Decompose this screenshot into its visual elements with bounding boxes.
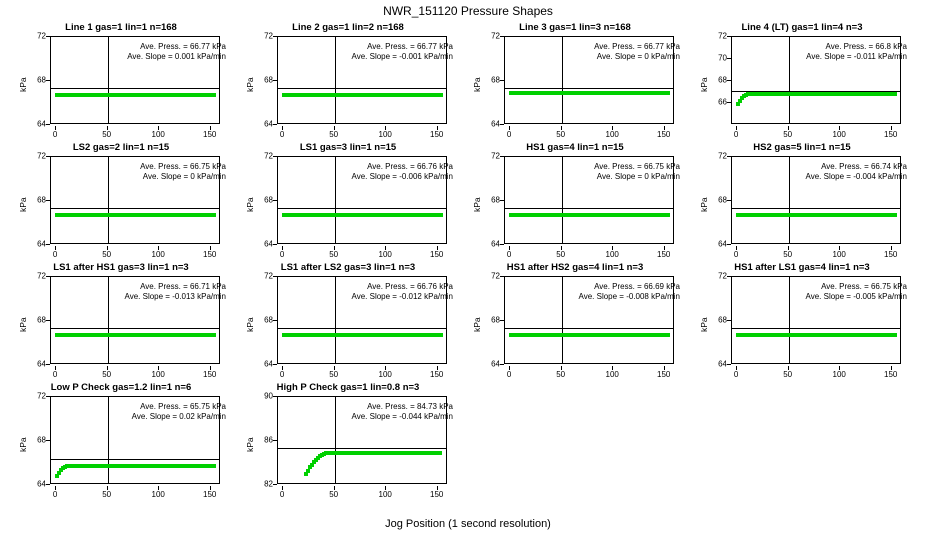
y-tick-label: 72: [718, 151, 727, 161]
y-tick-label: 68: [491, 75, 500, 85]
ave-pressure-annotation: Ave. Press. = 66.74 kPa: [821, 162, 907, 171]
y-axis-label: kPa: [245, 197, 255, 212]
y-ticks: [693, 151, 727, 249]
panel-title: LS1 after LS2 gas=3 lin=1 n=3: [280, 262, 416, 273]
x-tick-label: 50: [102, 370, 112, 379]
y-tick-label: 72: [491, 151, 500, 161]
y-tick-label: 72: [37, 151, 46, 161]
x-ticks: [504, 126, 674, 140]
panel-title: Line 2 gas=1 lin=2 n=168: [292, 22, 404, 33]
ave-pressure-annotation: Ave. Press. = 65.75 kPa: [140, 402, 226, 411]
chart-panel: [12, 382, 230, 502]
y-axis-label: kPa: [18, 77, 28, 92]
x-tick-label: 50: [329, 130, 339, 139]
y-tick-mark: [727, 36, 731, 37]
x-tick-label: 0: [52, 250, 58, 259]
y-tick-mark: [727, 320, 731, 321]
x-ticks: [277, 366, 447, 380]
ave-slope-annotation: Ave. Slope = -0.006 kPa/min: [351, 172, 453, 181]
chart-panel: [693, 262, 911, 382]
ave-pressure-annotation: Ave. Press. = 66.75 kPa: [821, 282, 907, 291]
y-tick-mark: [273, 200, 277, 201]
panel-title: High P Check gas=1 lin=0.8 n=3: [276, 382, 420, 393]
y-tick-label: 90: [264, 391, 273, 401]
x-ticks: [504, 246, 674, 260]
x-tick-label: 50: [783, 250, 793, 259]
y-tick-mark: [500, 320, 504, 321]
panel-title: LS1 after HS1 gas=3 lin=1 n=3: [53, 262, 189, 273]
y-tick-mark: [273, 276, 277, 277]
x-tick-label: 150: [203, 490, 217, 499]
y-tick-mark: [727, 200, 731, 201]
x-tick-label: 0: [279, 490, 285, 499]
y-tick-label: 64: [37, 239, 46, 249]
x-tick-label: 0: [733, 250, 739, 259]
x-ticks: [50, 126, 220, 140]
ave-slope-annotation: Ave. Slope = 0 kPa/min: [142, 172, 226, 181]
x-tick-label: 0: [506, 370, 512, 379]
x-tick-label: 50: [783, 130, 793, 139]
y-tick-label: 64: [264, 119, 273, 129]
panel-title: HS1 after LS1 gas=4 lin=1 n=3: [734, 262, 870, 273]
ave-slope-annotation: Ave. Slope = -0.001 kPa/min: [351, 52, 453, 61]
x-tick-label: 50: [783, 370, 793, 379]
y-axis-label: kPa: [699, 197, 709, 212]
chart-panel: [12, 22, 230, 142]
ave-pressure-annotation: Ave. Press. = 84.73 kPa: [367, 402, 453, 411]
panel-title: Line 1 gas=1 lin=1 n=168: [65, 22, 177, 33]
x-ticks: [277, 486, 447, 500]
y-tick-label: 68: [491, 195, 500, 205]
x-tick-label: 0: [52, 490, 58, 499]
chart-panel: [693, 22, 911, 142]
chart-panel: [12, 262, 230, 382]
x-tick-label: 50: [556, 370, 566, 379]
y-axis-label: kPa: [245, 77, 255, 92]
ave-pressure-annotation: Ave. Press. = 66.75 kPa: [140, 162, 226, 171]
x-tick-label: 100: [832, 250, 846, 259]
y-ticks: [693, 271, 727, 369]
y-tick-label: 64: [718, 239, 727, 249]
y-tick-mark: [46, 440, 50, 441]
x-tick-label: 50: [556, 130, 566, 139]
ave-slope-annotation: Ave. Slope = -0.005 kPa/min: [805, 292, 907, 301]
x-ticks: [50, 246, 220, 260]
y-tick-mark: [46, 36, 50, 37]
chart-panel: [239, 262, 457, 382]
x-tick-label: 0: [733, 130, 739, 139]
y-tick-mark: [46, 320, 50, 321]
x-tick-label: 0: [506, 130, 512, 139]
y-tick-mark: [273, 440, 277, 441]
y-tick-mark: [273, 364, 277, 365]
chart-panel: [239, 142, 457, 262]
y-axis-label: kPa: [245, 317, 255, 332]
y-tick-mark: [500, 276, 504, 277]
y-tick-mark: [500, 200, 504, 201]
x-ticks: [731, 246, 901, 260]
y-axis-label: kPa: [472, 317, 482, 332]
y-tick-label: 72: [264, 271, 273, 281]
x-tick-label: 150: [430, 130, 444, 139]
ave-pressure-annotation: Ave. Press. = 66.76 kPa: [367, 162, 453, 171]
y-ticks: [239, 271, 273, 369]
x-tick-label: 100: [151, 490, 165, 499]
y-tick-label: 72: [264, 151, 273, 161]
y-tick-label: 64: [264, 359, 273, 369]
y-tick-mark: [273, 80, 277, 81]
y-ticks: [12, 31, 46, 129]
y-tick-label: 72: [491, 271, 500, 281]
y-ticks: [239, 391, 273, 489]
x-tick-label: 0: [52, 370, 58, 379]
x-tick-label: 100: [832, 130, 846, 139]
x-ticks: [50, 486, 220, 500]
x-tick-label: 150: [657, 250, 671, 259]
y-ticks: [239, 31, 273, 129]
ave-slope-annotation: Ave. Slope = -0.008 kPa/min: [578, 292, 680, 301]
y-axis-label: kPa: [472, 77, 482, 92]
y-ticks: [466, 151, 500, 249]
y-tick-label: 68: [718, 75, 727, 85]
y-tick-label: 68: [718, 195, 727, 205]
panel-title: HS1 after HS2 gas=4 lin=1 n=3: [506, 262, 644, 273]
x-tick-label: 0: [52, 130, 58, 139]
ave-pressure-annotation: Ave. Press. = 66.77 kPa: [594, 42, 680, 51]
x-tick-label: 0: [506, 250, 512, 259]
y-tick-label: 68: [37, 435, 46, 445]
y-axis-label: kPa: [18, 317, 28, 332]
x-tick-label: 100: [151, 250, 165, 259]
x-tick-label: 150: [884, 370, 898, 379]
y-tick-label: 64: [491, 119, 500, 129]
x-tick-label: 100: [378, 130, 392, 139]
ave-pressure-annotation: Ave. Press. = 66.76 kPa: [367, 282, 453, 291]
y-tick-label: 64: [264, 239, 273, 249]
y-axis-label: kPa: [18, 197, 28, 212]
y-tick-label: 64: [718, 359, 727, 369]
panel-title: HS2 gas=5 lin=1 n=15: [753, 142, 851, 153]
x-tick-label: 50: [102, 130, 112, 139]
ave-pressure-annotation: Ave. Press. = 66.71 kPa: [140, 282, 226, 291]
y-tick-mark: [273, 320, 277, 321]
ave-pressure-annotation: Ave. Press. = 66.77 kPa: [367, 42, 453, 51]
y-ticks: [12, 391, 46, 489]
x-ticks: [277, 126, 447, 140]
y-tick-mark: [727, 58, 731, 59]
y-tick-label: 70: [718, 53, 727, 63]
x-tick-label: 100: [378, 490, 392, 499]
y-ticks: [466, 271, 500, 369]
ave-slope-annotation: Ave. Slope = -0.011 kPa/min: [806, 52, 907, 61]
x-tick-label: 100: [151, 130, 165, 139]
y-axis-label: kPa: [245, 437, 255, 452]
y-tick-mark: [46, 200, 50, 201]
y-tick-mark: [500, 124, 504, 125]
y-tick-mark: [500, 80, 504, 81]
panel-title: Line 3 gas=1 lin=3 n=168: [519, 22, 631, 33]
ave-slope-annotation: Ave. Slope = 0.02 kPa/min: [131, 412, 226, 421]
y-tick-mark: [273, 156, 277, 157]
y-tick-mark: [727, 276, 731, 277]
y-tick-mark: [46, 244, 50, 245]
ave-slope-annotation: Ave. Slope = 0 kPa/min: [596, 52, 680, 61]
x-tick-label: 50: [102, 250, 112, 259]
x-tick-label: 0: [279, 370, 285, 379]
x-axis-title: Jog Position (1 second resolution): [385, 518, 551, 530]
y-tick-label: 64: [37, 479, 46, 489]
ave-pressure-annotation: Ave. Press. = 66.69 kPa: [594, 282, 680, 291]
y-tick-label: 72: [37, 31, 46, 41]
x-tick-label: 50: [329, 490, 339, 499]
y-tick-mark: [273, 396, 277, 397]
y-tick-label: 82: [264, 479, 273, 489]
x-ticks: [731, 126, 901, 140]
y-axis-label: kPa: [18, 437, 28, 452]
x-tick-label: 100: [151, 370, 165, 379]
ave-slope-annotation: Ave. Slope = -0.044 kPa/min: [351, 412, 453, 421]
chart-panel: [466, 142, 684, 262]
ave-slope-annotation: Ave. Slope = -0.004 kPa/min: [805, 172, 907, 181]
x-tick-label: 150: [203, 370, 217, 379]
y-tick-mark: [273, 36, 277, 37]
y-tick-mark: [727, 156, 731, 157]
y-tick-label: 68: [37, 315, 46, 325]
x-tick-label: 150: [884, 250, 898, 259]
page-title: NWR_151120 Pressure Shapes: [383, 4, 553, 18]
x-tick-label: 150: [203, 130, 217, 139]
y-tick-label: 64: [37, 119, 46, 129]
x-tick-label: 100: [378, 250, 392, 259]
y-tick-mark: [727, 244, 731, 245]
y-ticks: [693, 31, 727, 124]
y-tick-mark: [46, 124, 50, 125]
chart-panel: [693, 142, 911, 262]
y-axis-label: kPa: [472, 197, 482, 212]
y-tick-mark: [46, 484, 50, 485]
y-tick-mark: [500, 156, 504, 157]
ave-slope-annotation: Ave. Slope = 0 kPa/min: [596, 172, 680, 181]
x-tick-label: 50: [329, 250, 339, 259]
x-tick-label: 0: [279, 130, 285, 139]
y-tick-label: 68: [37, 195, 46, 205]
y-tick-mark: [727, 102, 731, 103]
x-ticks: [50, 366, 220, 380]
y-tick-mark: [273, 124, 277, 125]
x-tick-label: 150: [203, 250, 217, 259]
y-tick-label: 64: [491, 239, 500, 249]
y-tick-mark: [500, 364, 504, 365]
y-tick-mark: [46, 80, 50, 81]
x-tick-label: 50: [556, 250, 566, 259]
y-tick-label: 72: [37, 391, 46, 401]
y-tick-label: 66: [718, 97, 727, 107]
y-tick-label: 72: [491, 31, 500, 41]
y-tick-label: 68: [491, 315, 500, 325]
y-tick-label: 86: [264, 435, 273, 445]
x-tick-label: 100: [832, 370, 846, 379]
y-axis-label: kPa: [699, 77, 709, 92]
y-tick-mark: [500, 36, 504, 37]
x-tick-label: 150: [430, 490, 444, 499]
ave-pressure-annotation: Ave. Press. = 66.8 kPa: [825, 42, 907, 51]
chart-panel: [466, 262, 684, 382]
y-ticks: [239, 151, 273, 249]
x-tick-label: 150: [657, 370, 671, 379]
x-tick-label: 50: [102, 490, 112, 499]
y-tick-mark: [273, 484, 277, 485]
x-tick-label: 100: [605, 370, 619, 379]
y-tick-mark: [46, 396, 50, 397]
y-tick-label: 68: [264, 195, 273, 205]
x-tick-label: 150: [430, 250, 444, 259]
ave-pressure-annotation: Ave. Press. = 66.75 kPa: [594, 162, 680, 171]
panel-title: Line 4 (LT) gas=1 lin=4 n=3: [741, 22, 863, 33]
x-tick-label: 100: [378, 370, 392, 379]
y-tick-label: 72: [718, 31, 727, 41]
y-tick-label: 68: [37, 75, 46, 85]
panel-title: HS1 gas=4 lin=1 n=15: [526, 142, 624, 153]
x-tick-label: 100: [605, 250, 619, 259]
ave-slope-annotation: Ave. Slope = -0.013 kPa/min: [124, 292, 226, 301]
ave-slope-annotation: Ave. Slope = -0.012 kPa/min: [351, 292, 453, 301]
x-tick-label: 0: [279, 250, 285, 259]
y-ticks: [466, 31, 500, 129]
chart-panel: [12, 142, 230, 262]
y-tick-label: 68: [264, 315, 273, 325]
y-tick-mark: [46, 364, 50, 365]
y-tick-mark: [727, 80, 731, 81]
y-tick-label: 72: [718, 271, 727, 281]
ave-pressure-annotation: Ave. Press. = 66.77 kPa: [140, 42, 226, 51]
chart-panel: [239, 382, 457, 502]
y-axis-label: kPa: [699, 317, 709, 332]
x-tick-label: 150: [657, 130, 671, 139]
y-tick-label: 64: [37, 359, 46, 369]
y-tick-label: 72: [264, 31, 273, 41]
x-tick-label: 0: [733, 370, 739, 379]
y-ticks: [12, 271, 46, 369]
ave-slope-annotation: Ave. Slope = 0.001 kPa/min: [127, 52, 226, 61]
x-tick-label: 50: [329, 370, 339, 379]
panel-title: LS1 gas=3 lin=1 n=15: [299, 142, 397, 153]
x-ticks: [277, 246, 447, 260]
x-ticks: [731, 366, 901, 380]
x-tick-label: 150: [430, 370, 444, 379]
y-ticks: [12, 151, 46, 249]
y-tick-label: 64: [491, 359, 500, 369]
y-tick-label: 68: [718, 315, 727, 325]
y-tick-mark: [727, 364, 731, 365]
panel-title: LS2 gas=2 lin=1 n=15: [72, 142, 170, 153]
x-tick-label: 100: [605, 130, 619, 139]
panel-title: Low P Check gas=1.2 lin=1 n=6: [50, 382, 192, 393]
x-ticks: [504, 366, 674, 380]
y-tick-mark: [273, 244, 277, 245]
chart-panel: [239, 22, 457, 142]
y-tick-label: 72: [37, 271, 46, 281]
y-tick-mark: [46, 156, 50, 157]
y-tick-mark: [500, 244, 504, 245]
y-tick-mark: [46, 276, 50, 277]
chart-panel: [466, 22, 684, 142]
y-tick-label: 68: [264, 75, 273, 85]
x-tick-label: 150: [884, 130, 898, 139]
